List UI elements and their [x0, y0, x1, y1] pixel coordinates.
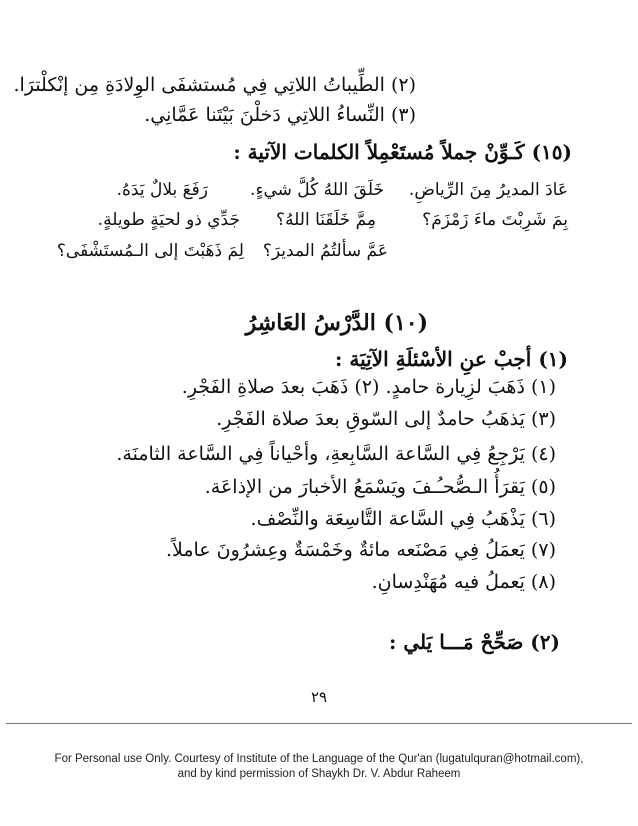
ex15-row3-col3: لِمَ ذَهَبْتَ إلى الـمُستَشْفَى؟ [56, 241, 244, 261]
answer-line-2: (٣) يَذهَبُ حامدٌ إلى السّوقِ بعدَ صلاة الفَجْرِ. [216, 408, 556, 430]
continued-item-2: (٢) الطِّيباتُ اللاتِي فِي مُستشفَى الوِلادَةِ مِن إنْكلْترَا. [13, 74, 416, 96]
exercise-15-heading: (١٥) كَـوِّنْ جملاً مُستَعْمِلاً الكلمات الآتية : [233, 140, 572, 164]
answer-line-6: (٧) يَعمَلُ فِي مَصْنَعه مائةٌ وخَمْسَةٌ وعِشرُونَ عاملاً. [165, 539, 556, 561]
ex15-row2-col1: بِمَ شَرِبْتَ ماءَ زَمْزَمَ؟ [422, 210, 568, 230]
footer-line-1: For Personal use Only. Courtesy of Institute of the Language of the Qur'an (lugatulquran@hotmail.com), [54, 753, 584, 765]
footer-divider [6, 723, 632, 724]
ex15-row1-col1: عَادَ المديرُ مِنَ الرِّياضِ. [408, 180, 568, 200]
page-number: ٢٩ [310, 688, 328, 706]
footer-line-2: and by kind permission of Shaykh Dr. V. Abdur Raheem [177, 768, 461, 780]
answer-line-7: (٨) يَعملُ فيه مُهَنْدِسانِ. [371, 571, 556, 593]
ex15-row2-col3: جَدِّي ذو لحيَةٍ طويلةٍ. [97, 210, 240, 230]
answer-line-1: (١) ذَهَبَ لزِيارة حامدٍ. (٢) ذَهَبَ بعدَ صلاةِ الفَجْرِ. [181, 376, 556, 398]
lesson-title: (١٠) الدَّرْسُ العَاشِرُ [245, 310, 428, 336]
exercise-1-heading: (١) أجبْ عنِ الأسْئلَةِ الآتِيَة : [335, 347, 568, 371]
answer-line-3: (٤) يَرْجِعُ فِي السَّاعة السَّابِعةِ، وأحْياناً فِي السَّاعة الثامنَة. [116, 443, 556, 465]
exercise-2-heading: (٢) صَحِّحْ مَـــا يَلي : [389, 630, 560, 654]
continued-item-3: (٣) النِّساءُ اللاتِي دَخلْنَ بَيْتَنا عَمَّانِي. [144, 104, 416, 126]
ex15-row1-col3: رَفَعَ بلالٌ يَدَهُ. [116, 180, 208, 200]
ex15-row2-col2: مِمَّ خَلَقَنَا اللهُ؟ [276, 210, 376, 230]
answer-line-5: (٦) يَذْهَبُ فِي السَّاعة التَّاسِعَة والنِّصْف. [250, 508, 556, 530]
ex15-row1-col2: خَلَقَ اللهُ كُلَّ شيءٍ. [250, 180, 384, 200]
answer-line-4: (٥) يَقرَأُ الـصُّحـُـفَ ويَسْمَعُ الأخبارَ من الإذاعَة. [204, 476, 556, 498]
ex15-row3-col2: عَمَّ سألتُمُ المديرَ؟ [262, 241, 388, 261]
footer-note [0, 752, 638, 782]
